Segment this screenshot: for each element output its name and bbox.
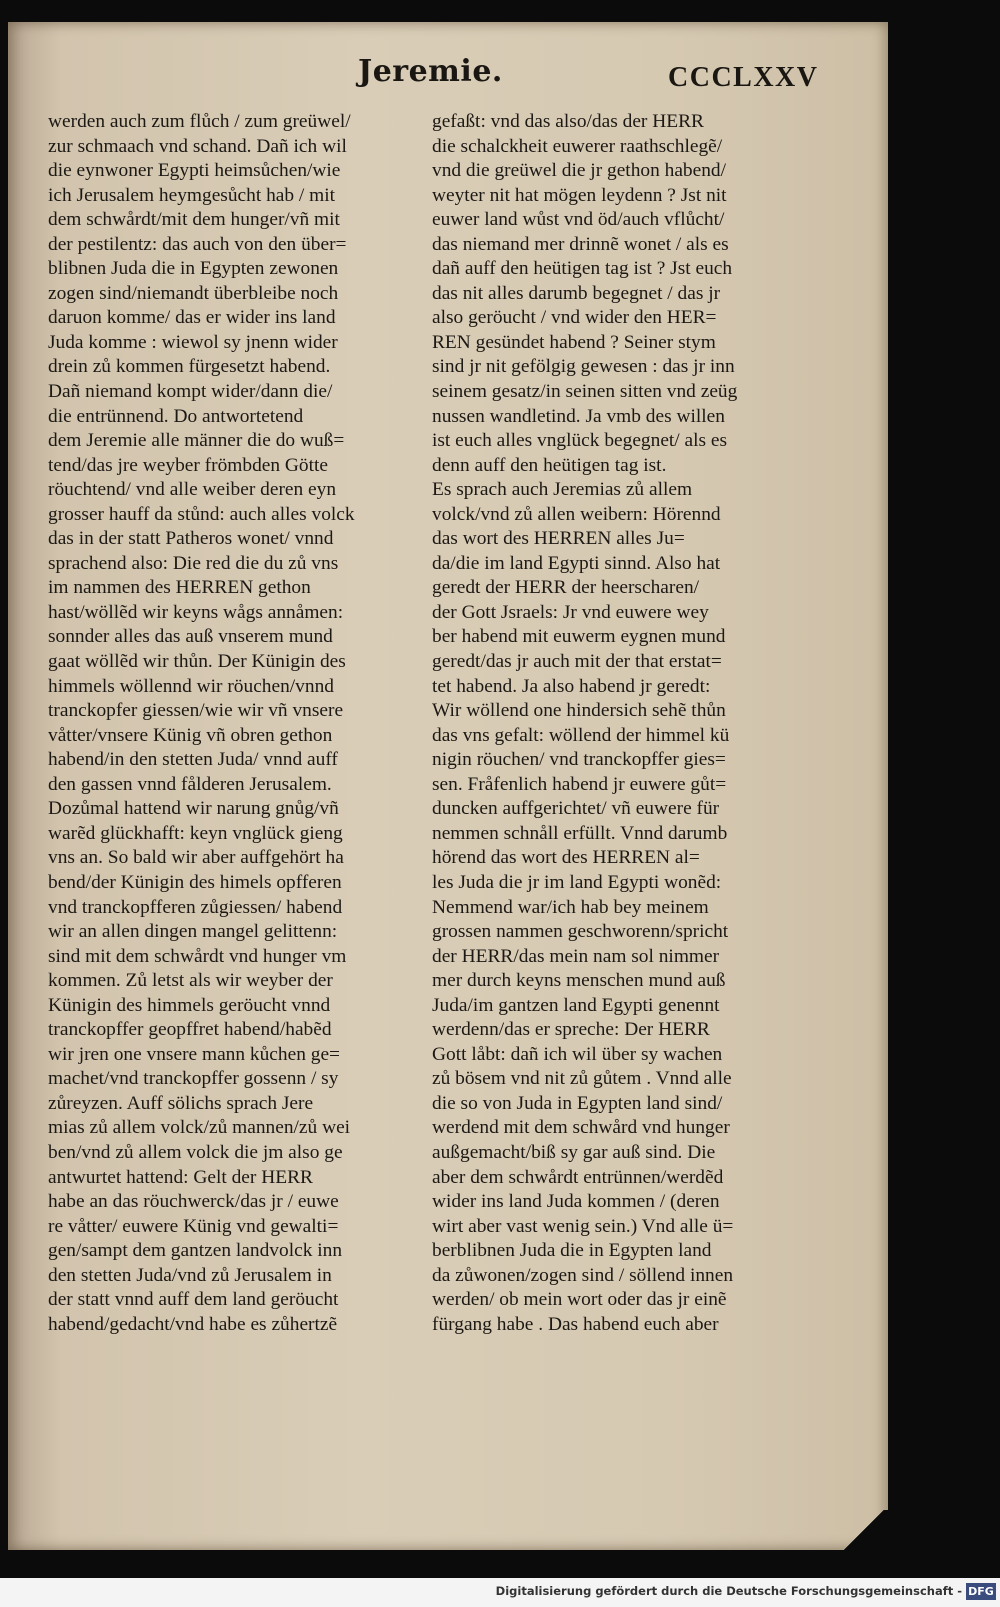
text-line: hörend das wort des HERREN al= xyxy=(432,847,700,869)
text-line: die entrünnend. Do antwortetend xyxy=(48,405,304,427)
text-line: der pestilentz: das auch von den über= xyxy=(48,233,347,255)
text-line: Dañ niemand kompt wider/dann die/ xyxy=(48,381,333,403)
text-line: Juda/im gantzen land Egypti genennt xyxy=(432,994,720,1016)
text-line: sprachend also: Die red die du zů vns xyxy=(48,552,339,574)
folio-number: CCCLXXV xyxy=(668,62,819,93)
text-line: seinem gesatz/in seinen sitten vnd zeüg xyxy=(432,381,738,403)
text-line: werdend mit dem schwård vnd hunger xyxy=(432,1117,730,1139)
text-line: das vns gefalt: wöllend der himmel kü xyxy=(432,724,730,746)
text-line: das niemand mer drinnẽ wonet / als es xyxy=(432,233,729,255)
text-line: antwurtet hattend: Gelt der HERR xyxy=(48,1166,313,1188)
text-line: daruon komme/ das er wider ins land xyxy=(48,307,336,329)
dfg-logo: DFG xyxy=(966,1583,996,1600)
text-line: den stetten Juda/vnd zů Jerusalem in xyxy=(48,1264,332,1286)
text-line: sind mit dem schwårdt vnd hunger vm xyxy=(48,945,347,967)
text-line: REN gesündet habend ? Seiner stym xyxy=(432,331,716,353)
text-line: der Gott Jsraels: Jr vnd euwere wey xyxy=(432,601,709,623)
text-line: duncken auffgerichtet/ vñ euwere für xyxy=(432,798,720,820)
book-page xyxy=(8,22,888,1550)
text-line: ber habend mit euwerm eygnen mund xyxy=(432,626,726,648)
text-line: die schalckheit euwerer raathschlegẽ/ xyxy=(432,135,723,157)
text-line: zů bösem vnd nit zů gůtem . Vnnd alle xyxy=(432,1068,732,1090)
digitization-footer xyxy=(0,1578,1000,1607)
text-line: dem Jeremie alle männer die do wuß= xyxy=(48,430,345,452)
text-line: mer durch keyns menschen mund auß xyxy=(432,970,726,992)
text-line: den gassen vnnd fålderen Jerusalem. xyxy=(48,773,332,795)
text-line: geredt/das jr auch mit der that erstat= xyxy=(432,651,722,673)
text-line: geredt der HERR der heerscharen/ xyxy=(432,577,700,599)
text-line: fürgang habe . Das habend euch aber xyxy=(432,1313,719,1335)
text-line: die so von Juda in Egypten land sind/ xyxy=(432,1092,723,1114)
text-line: die eynwoner Egypti heimsůchen/wie xyxy=(48,160,341,182)
text-line: våtter/vnsere Künig vñ obren gethon xyxy=(48,724,333,746)
text-line: mias zů allem volck/zů mannen/zů wei xyxy=(48,1117,351,1139)
text-line: wider ins land Juda kommen / (deren xyxy=(432,1191,720,1213)
text-line: also geröucht / vnd wider den HER= xyxy=(432,307,717,329)
text-line: ben/vnd zů allem volck die jm also ge xyxy=(48,1141,343,1163)
funding-credit: Digitalisierung gefördert durch die Deutsche Forschungsgemeinschaft - xyxy=(495,1584,962,1598)
text-line: tend/das jre weyber frömbden Götte xyxy=(48,454,328,476)
text-line: volck/vnd zů allen weibern: Hörennd xyxy=(432,503,721,525)
text-line: das nit alles darumb begegnet / das jr xyxy=(432,282,721,304)
text-line: re våtter/ euwere Künig vnd gewalti= xyxy=(48,1215,339,1237)
text-line: außgemacht/biß sy gar auß sind. Die xyxy=(432,1141,716,1163)
text-line: nussen wandletind. Ja vmb des willen xyxy=(432,405,725,427)
text-line: weyter nit hat mögen leydenn ? Jst nit xyxy=(432,184,727,206)
text-line: tranckopfer giessen/wie wir vñ vnsere xyxy=(48,700,344,722)
text-line: hast/wöllẽd wir keyns wågs annåmen: xyxy=(48,601,344,623)
text-line: zogen sind/niemandt überbleibe noch xyxy=(48,282,339,304)
text-line: wirt aber vast wenig sein.) Vnd alle ü= xyxy=(432,1215,734,1237)
text-line: Juda komme : wiewol sy jnenn wider xyxy=(48,331,338,353)
text-line: grossen nammen geschworenn/spricht xyxy=(432,921,729,943)
text-line: habe an das röuchwerck/das jr / euwe xyxy=(48,1191,339,1213)
text-line: Wir wöllend one hindersich sehẽ thůn xyxy=(432,700,726,722)
text-line: Künigin des himmels geröucht vnnd xyxy=(48,994,331,1016)
text-line: berblibnen Juda die in Egypten land xyxy=(432,1240,712,1262)
text-line: machet/vnd tranckopffer gossenn / sy xyxy=(48,1068,339,1090)
text-line: denn auff den heütigen tag ist. xyxy=(432,454,667,476)
text-line: euwer land wůst vnd öd/auch vflůcht/ xyxy=(432,209,725,231)
text-line: les Juda die jr im land Egypti wonẽd: xyxy=(432,871,722,893)
text-line: aber dem schwårdt entrünnen/werdẽd xyxy=(432,1166,724,1188)
text-line: ich Jerusalem heymgesůcht hab / mit xyxy=(48,184,336,206)
text-line: vnd die greüwel die jr gethon habend/ xyxy=(432,160,727,182)
text-line: habend/gedacht/vnd habe es zůhertzẽ xyxy=(48,1313,338,1335)
running-head: Jeremie. xyxy=(358,54,503,89)
text-line: wir jren one vnsere mann kůchen ge= xyxy=(48,1043,340,1065)
text-line: tet habend. Ja also habend jr geredt: xyxy=(432,675,711,697)
text-line: grosser hauff da stůnd: auch alles volck xyxy=(48,503,355,525)
text-line: sen. Fråfenlich habend jr euwere gůt= xyxy=(432,773,727,795)
text-line: Es sprach auch Jeremias zů allem xyxy=(432,479,693,501)
text-line: röuchtend/ vnd alle weiber deren eyn xyxy=(48,479,337,501)
text-line: da/die im land Egypti sinnd. Also hat xyxy=(432,552,721,574)
text-line: vnd tranckopfferen zůgiessen/ habend xyxy=(48,896,343,918)
text-line: zůreyzen. Auff sölichs sprach Jere xyxy=(48,1092,314,1114)
text-line: drein zů kommen fürgesetzt habend. xyxy=(48,356,331,378)
text-line: sonnder alles das auß vnserem mund xyxy=(48,626,333,648)
text-line: der HERR/das mein nam sol nimmer xyxy=(432,945,720,967)
text-line: kommen. Zů letst als wir weyber der xyxy=(48,970,333,992)
text-line: das in der statt Patheros wonet/ vnnd xyxy=(48,528,334,550)
text-line: blibnen Juda die in Egypten zewonen xyxy=(48,258,339,280)
text-line: Dozůmal hattend wir narung gnůg/vñ xyxy=(48,798,339,820)
text-line: ist euch alles vnglück begegnet/ als es xyxy=(432,430,728,452)
text-line: werden/ ob mein wort oder das jr einẽ xyxy=(432,1289,727,1311)
text-line: zur schmaach vnd schand. Dañ ich wil xyxy=(48,135,347,157)
text-line: sind jr nit gefölgig gewesen : das jr inn xyxy=(432,356,735,378)
text-line: warẽd glückhafft: keyn vnglück gieng xyxy=(48,822,343,844)
text-line: tranckopffer geopffret habend/habẽd xyxy=(48,1019,332,1041)
text-line: das wort des HERREN alles Ju= xyxy=(432,528,685,550)
text-line: da zůwonen/zogen sind / söllend innen xyxy=(432,1264,734,1286)
text-line: gaat wöllẽd wir thůn. Der Künigin des xyxy=(48,651,346,673)
text-line: wir an allen dingen mangel gelittenn: xyxy=(48,921,338,943)
text-line: werden auch zum flůch / zum greüwel/ xyxy=(48,111,351,132)
text-line: im nammen des HERREN gethon xyxy=(48,577,311,599)
text-line: gefaßt: vnd das also/das der HERR xyxy=(432,111,704,132)
text-line: nigin röuchen/ vnd tranckopffer gies= xyxy=(432,749,726,771)
text-column-left xyxy=(48,110,416,1337)
text-line: dañ auff den heütigen tag ist ? Jst euch xyxy=(432,258,733,280)
text-line: werdenn/das er spreche: Der HERR xyxy=(432,1019,710,1041)
text-line: habend/in den stetten Juda/ vnnd auff xyxy=(48,749,338,771)
text-line: Gott låbt: dañ ich wil über sy wachen xyxy=(432,1043,723,1065)
text-line: vns an. So bald wir aber auffgehört ha xyxy=(48,847,344,869)
text-line: der statt vnnd auff dem land geröucht xyxy=(48,1289,339,1311)
text-line: nemmen schnåll erfüllt. Vnnd darumb xyxy=(432,822,728,844)
text-line: bend/der Künigin des himels opfferen xyxy=(48,871,342,893)
text-column-right xyxy=(432,110,812,1337)
text-line: dem schwårdt/mit dem hunger/vñ mit xyxy=(48,209,340,231)
text-line: Nemmend war/ich hab bey meinem xyxy=(432,896,709,918)
text-line: himmels wöllennd wir röuchen/vnnd xyxy=(48,675,334,697)
text-line: gen/sampt dem gantzen landvolck inn xyxy=(48,1240,343,1262)
